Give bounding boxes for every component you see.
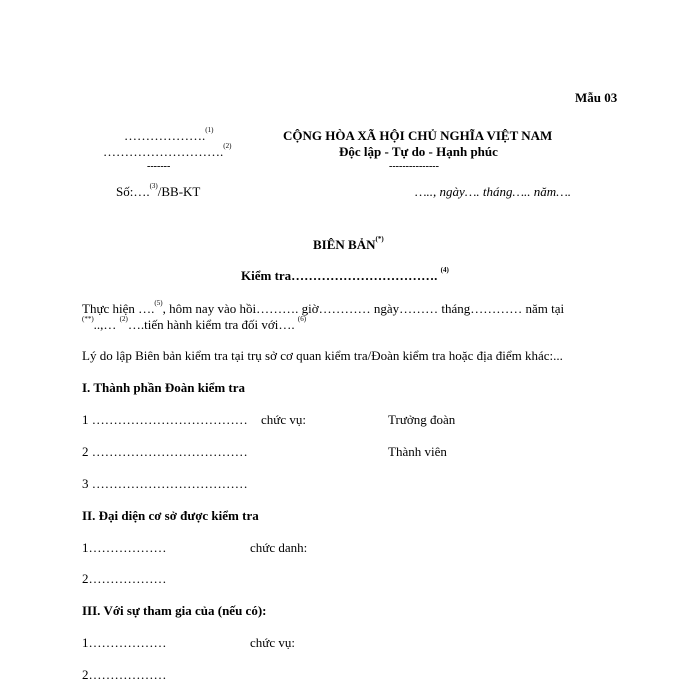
national-motto: Độc lập - Tự do - Hạnh phúc <box>339 144 498 159</box>
number-prefix: Số:…. <box>116 184 150 199</box>
member-1-role: Trưởng đoàn <box>388 412 456 427</box>
intro-text: Thực hiện …. <box>82 301 155 316</box>
intro-text: ..,… <box>93 317 117 332</box>
reason-line: Lý do lập Biên bản kiểm tra tại trụ sở cơ quan kiểm tra/Đoàn kiểm tra hoặc địa điểm khác:... <box>82 348 563 363</box>
participant-1-name: 1……………… <box>82 635 167 650</box>
member-2-role: Thành viên <box>388 444 447 459</box>
footnote-ref: (*) <box>375 235 384 243</box>
member-1-position-label: chức vụ: <box>261 412 306 427</box>
sub-agency-placeholder: ………………………. <box>103 144 224 159</box>
footnote-ref: (6) <box>297 315 307 323</box>
section-2-heading: II. Đại diện cơ sở được kiểm tra <box>82 508 259 523</box>
member-1-name: 1 ……………………………… <box>82 412 248 427</box>
number-suffix: /BB-KT <box>157 184 201 199</box>
section-3-heading: III. Với sự tham gia của (nếu có): <box>82 603 267 618</box>
participant-2-name: 2……………… <box>82 667 167 682</box>
member-3-name: 3 ……………………………… <box>82 476 248 491</box>
footnote-ref: (5) <box>154 299 163 307</box>
form-code: Mẫu 03 <box>575 90 618 105</box>
representative-1-title-label: chức danh: <box>250 540 308 555</box>
agency-name-placeholder: ………………. <box>124 128 206 143</box>
document-subtitle <box>241 266 449 283</box>
intro-text: ….tiến hành kiểm tra đối với…. <box>127 317 295 332</box>
footnote-ref: (1) <box>205 126 214 134</box>
left-divider: ------- <box>147 161 171 172</box>
sub-agency-line <box>103 142 232 159</box>
intro-line-2 <box>82 315 307 332</box>
participant-1-position-label: chức vụ: <box>250 635 295 650</box>
footnote-ref: (**) <box>82 315 94 323</box>
footnote-ref: (2) <box>119 315 128 323</box>
title-text: BIÊN BẢN <box>313 237 376 252</box>
intro-line-1 <box>82 299 602 316</box>
national-title: CỘNG HÒA XÃ HỘI CHỦ NGHĨA VIỆT NAM <box>283 128 553 143</box>
representative-1-name: 1……………… <box>82 540 167 555</box>
date-line: ….., ngày…. tháng….. năm…. <box>415 184 572 199</box>
agency-name-line <box>124 126 214 143</box>
footnote-ref: (4) <box>440 266 449 274</box>
right-divider: --------------- <box>389 161 439 172</box>
representative-2-name: 2……………… <box>82 571 167 586</box>
intro-text: , hôm nay vào hồi………. giờ………… ngày……… tháng………… năm tại <box>162 301 565 316</box>
document-title <box>313 235 384 252</box>
section-1-heading: I. Thành phần Đoàn kiểm tra <box>82 380 246 395</box>
document-number <box>116 182 201 199</box>
member-2-name: 2 ……………………………… <box>82 444 248 459</box>
footnote-ref: (2) <box>223 142 232 150</box>
subtitle-text: Kiểm tra……………………………. <box>241 268 438 283</box>
footnote-ref: (3) <box>149 182 158 190</box>
